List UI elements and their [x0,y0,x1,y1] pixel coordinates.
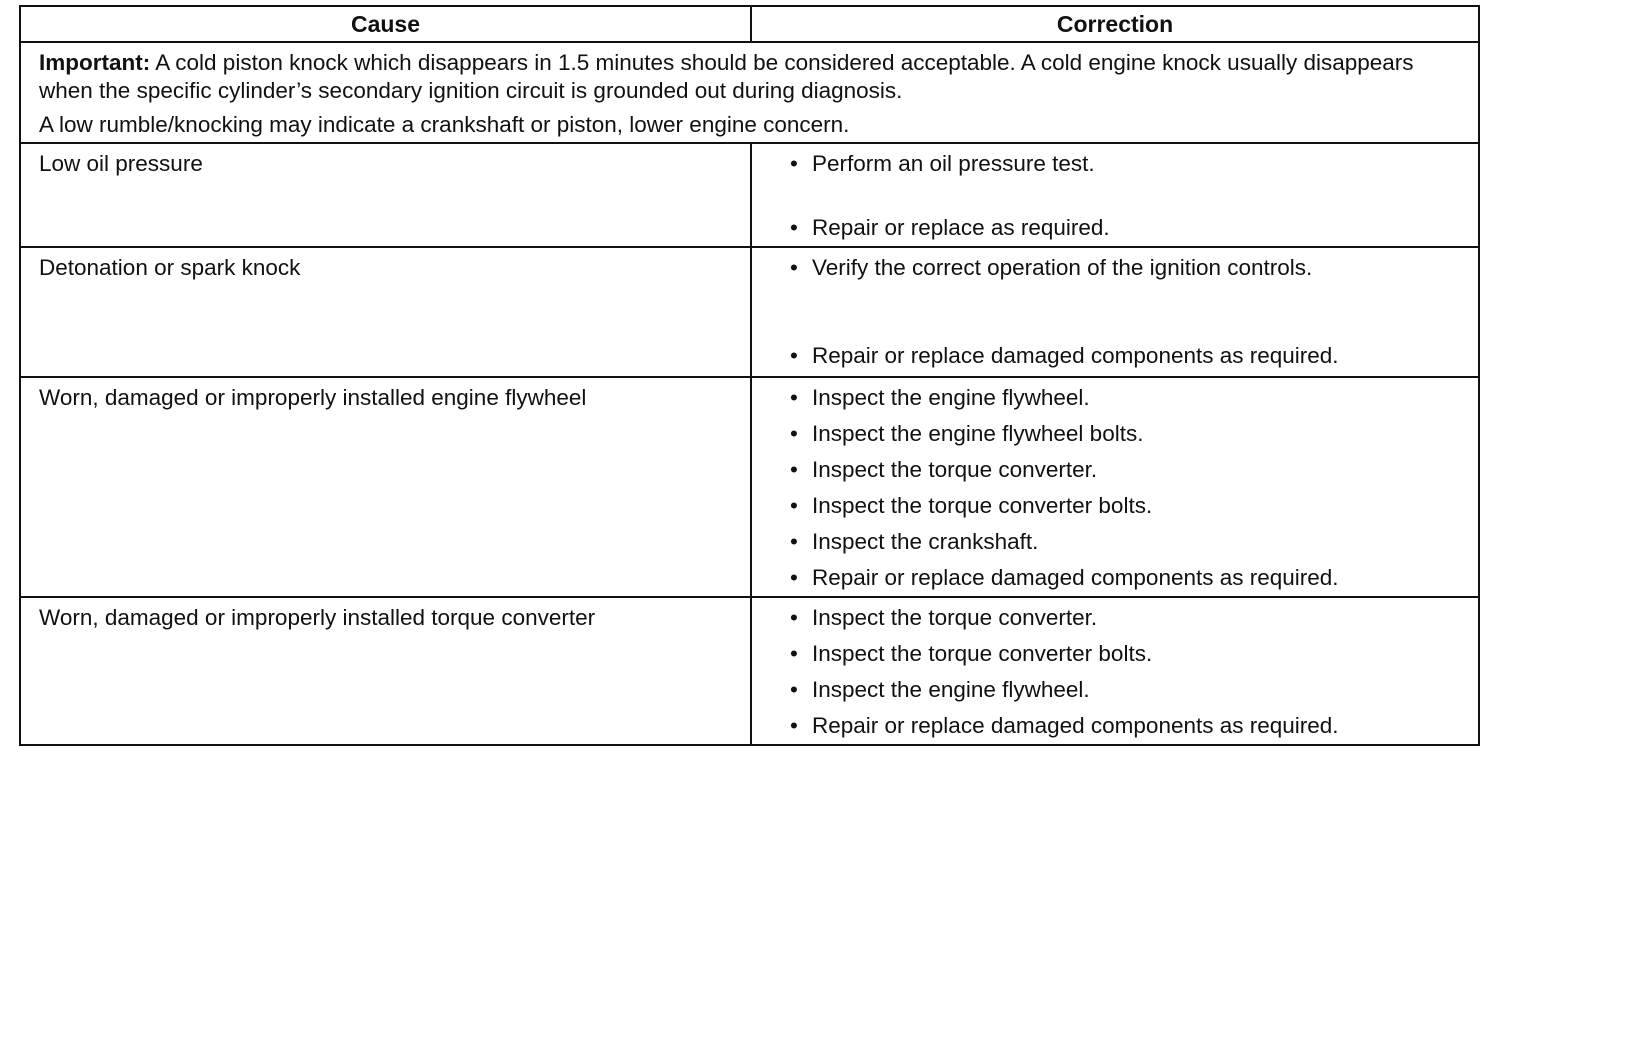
bullet-icon: • [790,713,798,738]
important-note-paragraph [39,49,1460,105]
correction-cell [751,247,1479,377]
correction-list [790,384,1468,592]
low-rumble-note: A low rumble/knocking may indicate a crankshaft or piston, lower engine concern. [39,112,850,137]
table-header-row [20,6,1479,42]
cause-cell: Detonation or spark knock [20,247,751,377]
diagnostic-table [19,5,1480,746]
correction-text: Inspect the torque converter. [812,605,1098,630]
important-note [20,42,1479,143]
important-note-text: A cold piston knock which disappears in 1.5 minutes should be considered acceptable. A cold engine knock usually disappears when the specific cylinder’s secondary ignition circuit is grounded out during diagnosis. [39,50,1414,103]
correction-text: Inspect the torque converter bolts. [812,493,1153,518]
bullet-icon: • [790,385,798,410]
bullet-icon: • [790,605,798,630]
correction-column-header: Correction [751,6,1479,42]
correction-text: Inspect the crankshaft. [812,529,1039,554]
bullet-icon: • [790,343,798,368]
correction-list [790,604,1468,740]
important-note-row [20,42,1479,143]
correction-item [790,384,1468,412]
correction-text: Inspect the engine flywheel. [812,677,1090,702]
cause-cell: Low oil pressure [20,143,751,247]
correction-text: Perform an oil pressure test. [812,151,1095,176]
bullet-icon: • [790,421,798,446]
bullet-icon: • [790,255,798,280]
correction-item [790,676,1468,704]
bullet-icon: • [790,677,798,702]
correction-text: Repair or replace damaged components as required. [812,713,1339,738]
correction-text: Repair or replace damaged components as required. [812,565,1339,590]
correction-text: Inspect the engine flywheel bolts. [812,421,1144,446]
correction-item [790,342,1468,370]
important-label: Important: [39,50,151,75]
cause-column-header: Cause [20,6,751,42]
bullet-icon: • [790,493,798,518]
correction-item [790,712,1468,740]
correction-list [790,254,1468,370]
bullet-icon: • [790,151,798,176]
bullet-icon: • [790,641,798,666]
correction-text: Verify the correct operation of the ignition controls. [812,255,1313,280]
table-row [20,377,1479,597]
correction-item [790,640,1468,668]
correction-text: Inspect the engine flywheel. [812,385,1090,410]
correction-item [790,214,1468,242]
bullet-icon: • [790,457,798,482]
correction-item [790,456,1468,484]
bullet-icon: • [790,215,798,240]
table-row [20,597,1479,745]
correction-text: Repair or replace as required. [812,215,1110,240]
table-row [20,143,1479,247]
table-row [20,247,1479,377]
correction-cell [751,597,1479,745]
correction-text: Inspect the torque converter. [812,457,1098,482]
correction-item [790,604,1468,632]
bullet-icon: • [790,565,798,590]
correction-item [790,150,1468,178]
correction-cell [751,377,1479,597]
correction-item [790,254,1468,282]
correction-cell [751,143,1479,247]
correction-item [790,492,1468,520]
cause-cell: Worn, damaged or improperly installed torque converter [20,597,751,745]
correction-item [790,564,1468,592]
correction-list [790,150,1468,242]
correction-text: Inspect the torque converter bolts. [812,641,1153,666]
correction-text: Repair or replace damaged components as required. [812,343,1339,368]
correction-item [790,420,1468,448]
cause-cell: Worn, damaged or improperly installed engine flywheel [20,377,751,597]
bullet-icon: • [790,529,798,554]
correction-item [790,528,1468,556]
